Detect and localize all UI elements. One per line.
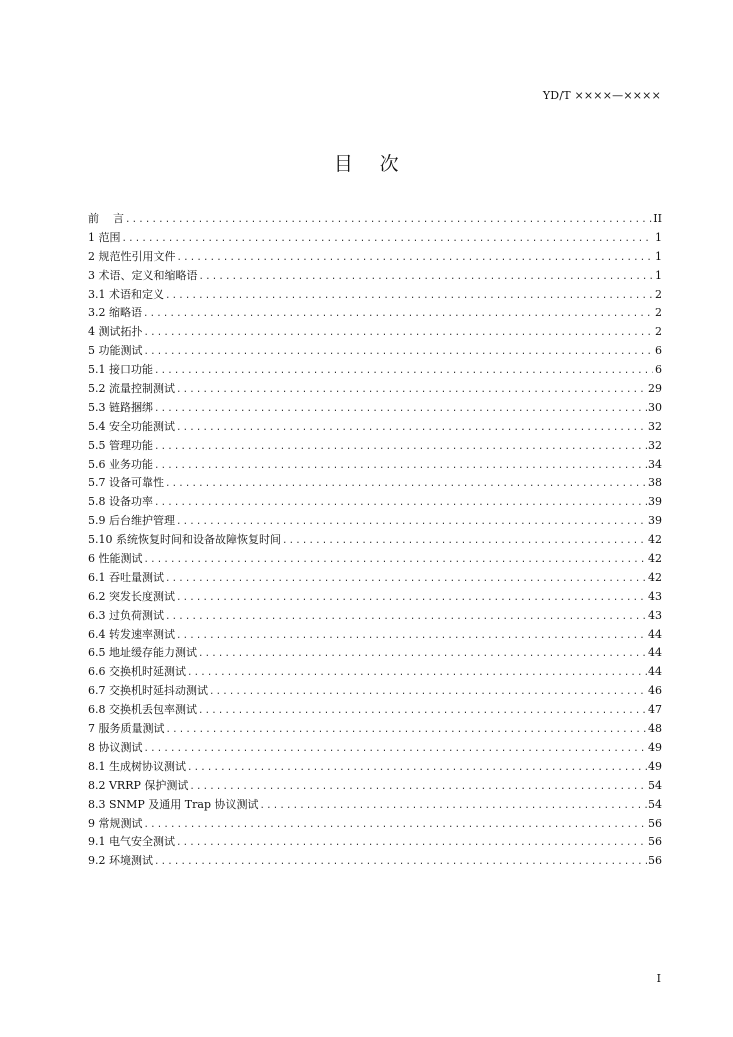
toc-entry-page: 38 <box>648 476 662 490</box>
toc-dot-leader <box>166 721 648 739</box>
toc-dot-leader <box>144 551 648 569</box>
toc-entry[interactable] <box>88 304 662 323</box>
toc-entry[interactable] <box>88 720 662 739</box>
toc-entry-label: 6.6 交换机时延测试 <box>88 665 186 679</box>
toc-entry-page: 2 <box>655 325 662 339</box>
toc-entry[interactable] <box>88 833 662 852</box>
toc-entry-label: 6.7 交换机时延抖动测试 <box>88 684 208 698</box>
toc-entry-page: 6 <box>655 363 662 377</box>
toc-entry-label: 6.4 转发速率测试 <box>88 627 175 641</box>
toc-dot-leader <box>282 532 647 550</box>
toc-entry-label: 6.1 吞吐量测试 <box>88 570 164 584</box>
toc-dot-leader <box>189 778 647 796</box>
toc-dot-leader <box>199 268 654 286</box>
toc-entry-page: 6 <box>655 344 662 358</box>
toc-entry-page: 2 <box>655 306 662 320</box>
toc-entry[interactable] <box>88 512 662 531</box>
toc-entry[interactable] <box>88 682 662 701</box>
toc-entry-page: 42 <box>648 533 662 547</box>
toc-entry-page: 44 <box>648 646 662 660</box>
document-number: YD/T ××××—×××× <box>542 89 661 102</box>
page-title: 目 次 <box>333 153 400 175</box>
toc-entry[interactable] <box>88 644 662 663</box>
toc-entry[interactable] <box>88 248 662 267</box>
toc-entry-label: 8.2 VRRP 保护测试 <box>88 778 189 792</box>
toc-entry[interactable] <box>88 474 662 493</box>
toc-entry-page: 39 <box>648 514 662 528</box>
toc-dot-leader <box>154 853 647 871</box>
toc-entry-label: 8.1 生成树协议测试 <box>88 759 186 773</box>
toc-dot-leader <box>177 249 654 267</box>
toc-entry-page: 43 <box>648 608 662 622</box>
toc-entry-label: 5 功能测试 <box>88 344 143 358</box>
toc-dot-leader <box>154 400 647 418</box>
toc-entry-label: 9.1 电气安全测试 <box>88 835 175 849</box>
toc-dot-leader <box>176 589 647 607</box>
toc-entry-page: 1 <box>655 230 662 244</box>
toc-entry-page: 2 <box>655 287 662 301</box>
toc-entry-page: 47 <box>648 703 662 717</box>
toc-entry-label: 7 服务质量测试 <box>88 722 165 736</box>
toc-dot-leader <box>165 475 647 493</box>
toc-entry[interactable] <box>88 796 662 815</box>
toc-dot-leader <box>176 834 647 852</box>
toc-entry-page: 54 <box>648 778 662 792</box>
toc-entry-page: II <box>653 212 662 225</box>
toc-entry[interactable] <box>88 361 662 380</box>
page-number: I <box>656 972 661 985</box>
toc-entry[interactable] <box>88 456 662 475</box>
toc-dot-leader <box>198 645 647 663</box>
toc-entry-label: 8.3 SNMP 及通用 Trap 协议测试 <box>88 797 259 811</box>
toc-entry[interactable] <box>88 210 662 229</box>
toc-entry-label: 5.2 流量控制测试 <box>88 382 175 396</box>
toc-entry-label: 3.1 术语和定义 <box>88 287 164 301</box>
toc-entry[interactable] <box>88 493 662 512</box>
toc-entry[interactable] <box>88 739 662 758</box>
toc-dot-leader <box>144 324 654 342</box>
toc-entry-page: 42 <box>648 552 662 566</box>
toc-entry-label: 5.6 业务功能 <box>88 457 153 471</box>
toc-entry-page: 56 <box>648 835 662 849</box>
toc-entry-page: 44 <box>648 627 662 641</box>
toc-entry-page: 48 <box>648 722 662 736</box>
toc-dot-leader <box>143 305 653 323</box>
toc-entry[interactable] <box>88 418 662 437</box>
toc-entry[interactable] <box>88 550 662 569</box>
toc-entry[interactable] <box>88 286 662 305</box>
toc-entry-page: 43 <box>648 589 662 603</box>
toc-dot-leader <box>154 457 647 475</box>
toc-entry[interactable] <box>88 569 662 588</box>
toc-entry-page: 30 <box>648 400 662 414</box>
toc-dot-leader <box>209 683 647 701</box>
toc-entry-page: 54 <box>648 797 662 811</box>
toc-entry-page: 49 <box>648 759 662 773</box>
toc-entry[interactable] <box>88 437 662 456</box>
toc-entry[interactable] <box>88 777 662 796</box>
toc-entry-page: 46 <box>648 684 662 698</box>
toc-entry-label: 9.2 环境测试 <box>88 854 153 868</box>
toc-entry[interactable] <box>88 626 662 645</box>
toc-entry-page: 32 <box>648 419 662 433</box>
toc-dot-leader <box>154 362 653 380</box>
toc-entry-page: 44 <box>648 665 662 679</box>
toc-dot-leader <box>176 627 647 645</box>
toc-entry-page: 42 <box>648 570 662 584</box>
toc-entry-label: 5.4 安全功能测试 <box>88 419 175 433</box>
toc-entry-page: 32 <box>648 438 662 452</box>
toc-entry-label: 5.5 管理功能 <box>88 438 153 452</box>
toc-entry-label: 6.8 交换机丢包率测试 <box>88 703 197 717</box>
toc-entry[interactable] <box>88 663 662 682</box>
toc-entry-page: 56 <box>648 854 662 868</box>
toc-entry-label: 9 常规测试 <box>88 816 143 830</box>
toc-dot-leader <box>144 740 648 758</box>
toc-entry[interactable] <box>88 531 662 550</box>
toc-dot-leader <box>165 287 653 305</box>
toc-entry-label: 8 协议测试 <box>88 740 143 754</box>
toc-entry[interactable] <box>88 342 662 361</box>
toc-entry-label: 6 性能测试 <box>88 552 143 566</box>
toc-entry-page: 49 <box>648 740 662 754</box>
toc-entry[interactable] <box>88 323 662 342</box>
toc-entry-label: 5.7 设备可靠性 <box>88 476 164 490</box>
toc-dot-leader <box>198 702 647 720</box>
toc-dot-leader <box>176 381 647 399</box>
toc-dot-leader <box>125 211 652 229</box>
toc-dot-leader <box>187 759 647 777</box>
toc-dot-leader <box>176 419 647 437</box>
toc-entry-page: 1 <box>655 268 662 282</box>
toc-entry-label: 4 测试拓扑 <box>88 325 143 339</box>
toc-dot-leader <box>144 343 654 361</box>
toc-entry-label: 6.5 地址缓存能力测试 <box>88 646 197 660</box>
toc-entry-label: 1 范围 <box>88 230 121 244</box>
toc-entry[interactable] <box>88 701 662 720</box>
toc-entry-page: 56 <box>648 816 662 830</box>
toc-dot-leader <box>144 816 648 834</box>
toc-entry[interactable] <box>88 399 662 418</box>
toc-entry-label: 6.2 突发长度测试 <box>88 589 175 603</box>
toc-dot-leader <box>176 513 647 531</box>
toc-entry[interactable] <box>88 588 662 607</box>
toc-entry-label: 3.2 缩略语 <box>88 306 142 320</box>
toc-entry-label: 5.3 链路捆绑 <box>88 400 153 414</box>
toc-entry[interactable] <box>88 229 662 248</box>
toc-dot-leader <box>165 608 647 626</box>
toc-entry-label: 3 术语、定义和缩略语 <box>88 268 198 282</box>
toc-dot-leader <box>187 664 647 682</box>
toc-entry[interactable] <box>88 852 662 871</box>
toc-dot-leader <box>154 494 647 512</box>
toc-dot-leader <box>122 230 654 248</box>
toc-entry-label: 5.1 接口功能 <box>88 363 153 377</box>
toc-entry-label: 5.9 后台维护管理 <box>88 514 175 528</box>
toc-dot-leader <box>154 438 647 456</box>
toc-entry[interactable] <box>88 607 662 626</box>
toc-entry-page: 34 <box>648 457 662 471</box>
toc-entry[interactable] <box>88 267 662 286</box>
toc-entry-label: 5.10 系统恢复时间和设备故障恢复时间 <box>88 533 281 547</box>
toc-entry-label: 2 规范性引用文件 <box>88 249 176 263</box>
toc-entry-label: 5.8 设备功率 <box>88 495 153 509</box>
toc-entry[interactable] <box>88 380 662 399</box>
toc-entry-label: 前 言 <box>88 212 124 225</box>
toc-entry-label: 6.3 过负荷测试 <box>88 608 164 622</box>
toc-dot-leader <box>165 570 647 588</box>
toc-entry-page: 1 <box>655 249 662 263</box>
toc-entry-page: 29 <box>648 382 662 396</box>
table-of-contents <box>88 210 662 871</box>
toc-entry[interactable] <box>88 815 662 834</box>
toc-entry-page: 39 <box>648 495 662 509</box>
toc-entry[interactable] <box>88 758 662 777</box>
toc-dot-leader <box>260 797 648 815</box>
